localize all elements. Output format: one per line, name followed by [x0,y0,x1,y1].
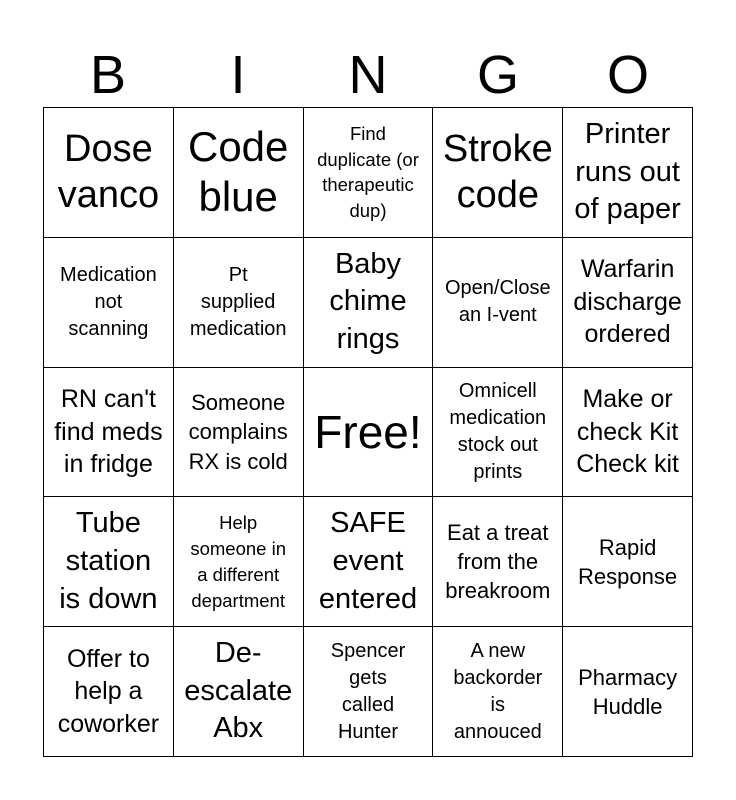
bingo-cell-r5-c2[interactable] [174,627,304,757]
bingo-cell-text: Baby chime rings [329,247,407,356]
bingo-cell-r4-c4[interactable] [433,497,563,627]
bingo-cell-r2-c1[interactable] [44,238,174,368]
bingo-cell-text: Medication not scanning [60,263,157,340]
bingo-cell-text: RN can't find meds in fridge [54,385,163,479]
header-letter-g: G [476,45,519,105]
bingo-cell-r2-c5[interactable] [563,238,693,368]
bingo-cell-r4-c2[interactable] [174,497,304,627]
header-letter-b: B [89,45,127,105]
bingo-cell-r4-c5[interactable] [563,497,693,627]
bingo-cell-text: Tube station is down [59,507,158,615]
bingo-cell-r2-c3[interactable] [304,238,434,368]
bingo-cell-r1-c3[interactable] [304,108,434,238]
bingo-header [43,42,693,108]
bingo-cell-text: Offer to help a coworker [57,644,160,738]
header-letter-o: O [606,45,649,105]
bingo-cell-text: Spencer gets called Hunter [330,639,406,743]
bingo-cell-r2-c2[interactable] [174,238,304,368]
bingo-cell-text: Find duplicate (or therapeutic dup) [317,122,419,222]
bingo-cell-r1-c1[interactable] [44,108,174,238]
bingo-cell-r4-c3[interactable] [304,497,434,627]
bingo-cell-r5-c3[interactable] [304,627,434,757]
bingo-cell-text: SAFE event entered [318,507,418,615]
bingo-cell-r5-c5[interactable] [563,627,693,757]
bingo-cell-r3-c1[interactable] [44,368,174,498]
free-space-text: Free! [314,405,422,458]
bingo-cell-r1-c5[interactable] [563,108,693,238]
bingo-grid [43,107,693,757]
bingo-cell-text: Someone complains RX is cold [188,390,288,474]
bingo-cell-text: Code blue [187,123,289,221]
bingo-cell-text: Open/Close an I-vent [444,277,551,327]
bingo-cell-text: Stroke code [442,128,553,217]
bingo-cell-text: A new backorder is annouced [453,639,543,743]
bingo-cell-r3-c5[interactable] [563,368,693,498]
bingo-cell-r5-c4[interactable] [433,627,563,757]
bingo-cell-text: De- escalate Abx [184,637,293,745]
bingo-cell-text: Pt supplied medication [189,263,287,340]
bingo-cell-r2-c4[interactable] [433,238,563,368]
bingo-cell-text: Eat a treat from the breakroom [445,520,551,604]
bingo-cell-r3-c2[interactable] [174,368,304,498]
bingo-cell-r4-c1[interactable] [44,497,174,627]
bingo-cell-r1-c4[interactable] [433,108,563,238]
bingo-cell-text: Make or check Kit Check kit [576,385,679,479]
header-letter-n: N [348,45,388,105]
bingo-cell-text: Pharmacy Huddle [578,664,678,719]
bingo-free-space[interactable] [304,368,434,498]
bingo-cell-text: Rapid Response [578,534,678,589]
bingo-cell-r3-c4[interactable] [433,368,563,498]
header-letter-i: I [230,45,246,105]
bingo-cell-text: Dose vanco [57,128,160,217]
bingo-cell-text: Warfarin discharge ordered [573,255,682,349]
bingo-cell-text: Omnicell medication stock out prints [449,379,547,483]
bingo-cell-text: Help someone in a different department [190,512,287,611]
bingo-cell-text: Printer runs out of paper [574,117,681,226]
bingo-cell-r5-c1[interactable] [44,627,174,757]
bingo-cell-r1-c2[interactable] [174,108,304,238]
